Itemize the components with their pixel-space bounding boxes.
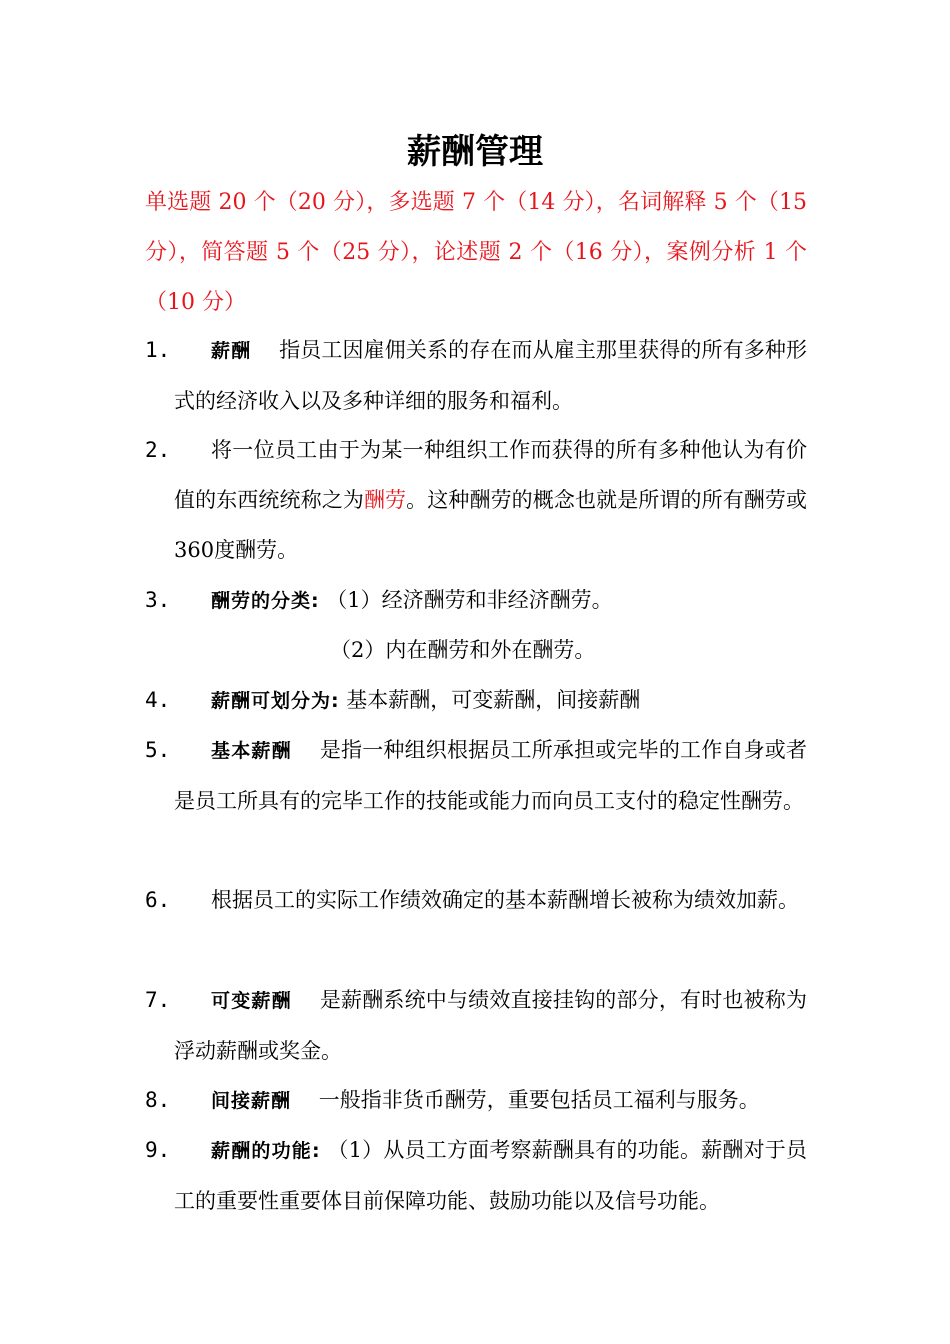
- item-highlight: 酬劳: [363, 488, 407, 512]
- item-number: 9.: [145, 1138, 171, 1162]
- item-number: 7.: [145, 988, 171, 1012]
- item-term: 可变薪酬: [211, 990, 292, 1012]
- item-body: [174, 975, 807, 1076]
- item-number: 3.: [145, 588, 171, 612]
- item-number: 6.: [145, 888, 171, 912]
- item-text: （1）经济酬劳和非经济酬劳。: [326, 588, 613, 612]
- item-body: [174, 1075, 807, 1126]
- item-number: 2.: [145, 438, 171, 462]
- item-body: [174, 575, 807, 626]
- exam-info: 单选题 20 个（20 分），多选题 7 个（14 分），名词解释 5 个（15 分），简答题 5 个（25 分），论述题 2 个（16 分），案例分析 1 个（10 分）: [145, 190, 807, 315]
- item-body: [174, 725, 807, 826]
- item-text: 一般指非货币酬劳，重要包括员工福利与服务。: [318, 1088, 760, 1112]
- item-term: 薪酬: [211, 340, 252, 362]
- item-term: 间接薪酬: [211, 1090, 292, 1112]
- item-term: 薪酬可划分为:: [211, 690, 340, 712]
- item-term: 酬劳的分类:: [211, 590, 320, 612]
- item-body: [174, 325, 807, 426]
- item-term: 基本薪酬: [211, 740, 292, 762]
- item-number: 1.: [145, 338, 171, 362]
- item-body: [174, 425, 807, 575]
- item-subline: （2）内在酬劳和外在酬劳。: [330, 638, 596, 662]
- item-text: （1）从员工方面考察薪酬具有的功能。薪酬对于员工的重要性重要体目前保障功能、鼓励功能以及信号功能。: [174, 1138, 807, 1213]
- item-body: [174, 675, 807, 726]
- page-title: 薪酬管理: [407, 132, 543, 172]
- item-text: 是薪酬系统中与绩效直接挂钩的部分，有时也被称为浮动薪酬或奖金。: [174, 988, 807, 1063]
- item-text: 将一位员工由于为某一种组织工作而获得的所有多种他认为有价值的东西统统称之为: [174, 438, 807, 512]
- item-number: 8.: [145, 1088, 171, 1112]
- item-text: 基本薪酬，可变薪酬，间接薪酬: [346, 688, 641, 712]
- item-text-after: 。这种酬劳的概念也就是所谓的所有酬劳或360度酬劳。: [174, 488, 808, 562]
- item-number: 5.: [145, 738, 171, 762]
- item-body: 根据员工的实际工作绩效确定的基本薪酬增长被称为绩效加薪。: [211, 888, 799, 912]
- item-body: [174, 1125, 807, 1226]
- item-text: 是指一种组织根据员工所承担或完毕的工作自身或者是员工所具有的完毕工作的技能或能力而向员工支付的稳定性酬劳。: [174, 738, 807, 813]
- item-text: 指员工因雇佣关系的存在而从雇主那里获得的所有多种形式的经济收入以及多种详细的服务和福利。: [174, 338, 807, 413]
- item-number: 4.: [145, 688, 171, 712]
- item-term: 薪酬的功能:: [211, 1140, 321, 1162]
